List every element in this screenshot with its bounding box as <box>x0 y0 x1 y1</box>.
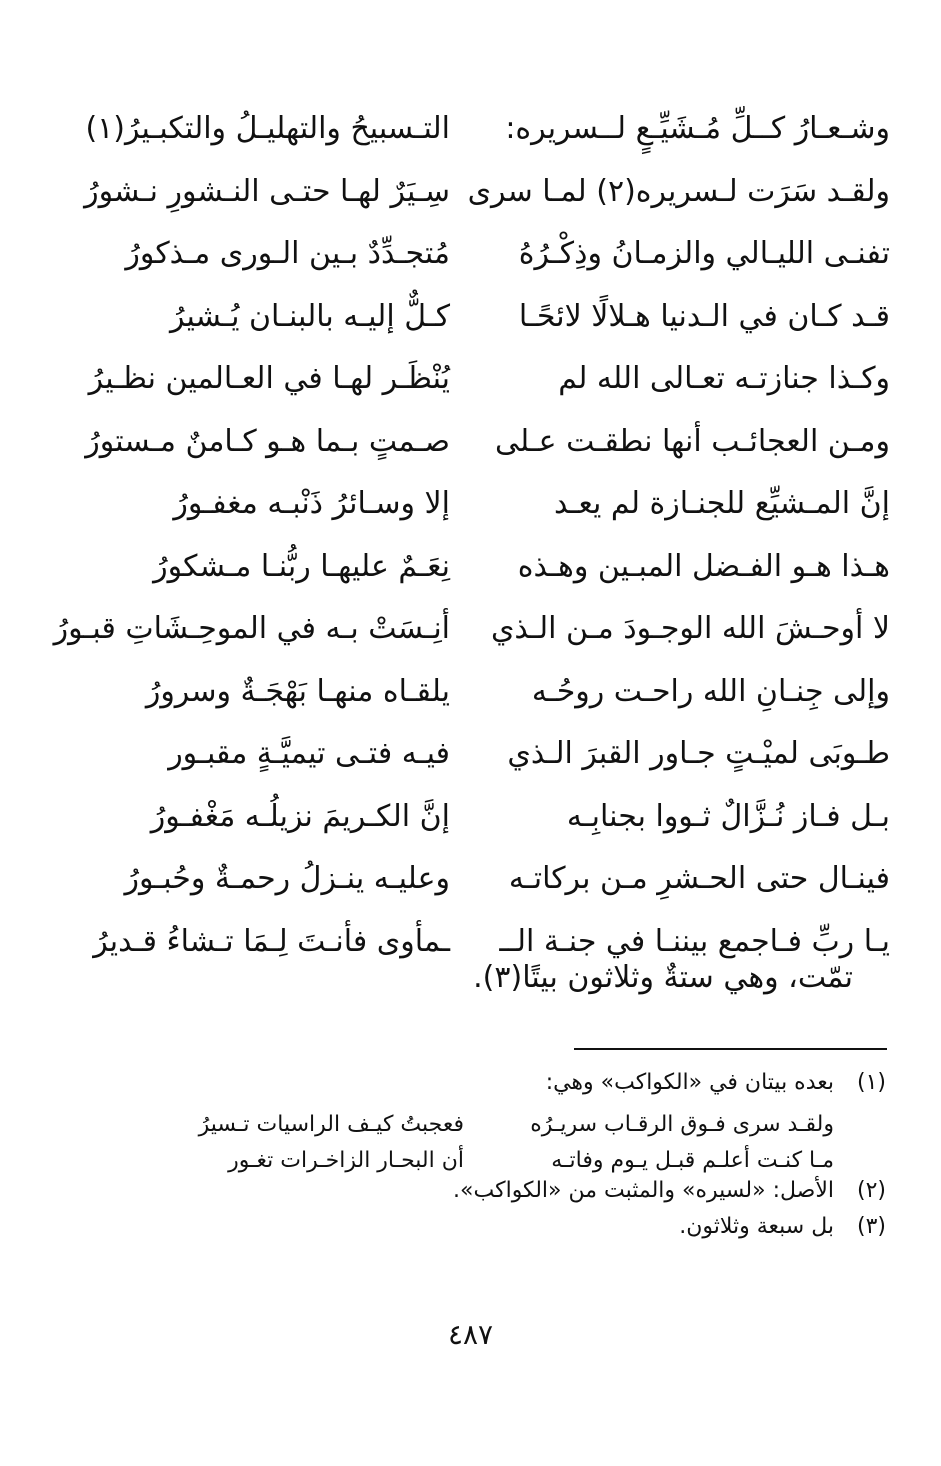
verse-first-hemistich: ولقـد سَرَت لـسريره(٢) لمـا سرى <box>467 173 890 209</box>
verse-first-hemistich: وإلى جِنـانِ الله راحـت روحُـه <box>531 673 890 709</box>
verse-first-hemistich: هـذا هـو الفـضل المبـين وهـذه <box>517 548 890 584</box>
footnote-number: (١) <box>856 1070 886 1095</box>
verse-row <box>70 723 890 786</box>
verse-second-hemistich: يلقـاه منهـا بَهْجَـةٌ وسرورُ <box>145 673 450 709</box>
verse-first-hemistich: يـا ربِّ فـاجمع بيننـا في جنـة الــ <box>499 923 890 959</box>
verse-row <box>70 286 890 349</box>
verse-first-hemistich: إنَّ المـشيِّع للجنـازة لم يعـد <box>554 486 890 522</box>
verse-second-hemistich: وعليـه ينـزلُ رحمـةٌ وحُبـورُ <box>124 861 450 897</box>
footnotes <box>86 1070 886 1250</box>
verse-row <box>70 161 890 224</box>
verse-second-hemistich: فيـه فتـى تيميَّـةٍ مقبـور <box>168 736 450 772</box>
verse-first-hemistich: فينـال حتى الحـشرِ مـن بركاتـه <box>508 861 890 897</box>
verse-second-hemistich: إنَّ الكـريمَ نزيلُـه مَغْفـورُ <box>150 798 450 834</box>
verse-row <box>70 786 890 849</box>
footnote-verse-first: مـا كنـت أعلـم قبـل يـوم وفاتـه <box>551 1147 834 1173</box>
verse-second-hemistich: نِعَـمٌ عليهـا ربُّنـا مـشكورُ <box>153 548 450 584</box>
verse-first-hemistich: لا أوحـشَ الله الوجـودَ مـن الـذي <box>490 611 890 647</box>
verse-second-hemistich: ـمأوى فأنـتَ لِـمَا تـشاءُ قـديرُ <box>93 923 450 959</box>
verse-row <box>70 411 890 474</box>
verse-second-hemistich: سِـيَرٌ لهـا حتـى النـشورِ نـشورُ <box>84 173 450 209</box>
verse-first-hemistich: قـد كـان في الـدنيا هـلالًا لائحًـا <box>518 298 890 334</box>
footnote-text: بل سبعة وثلاثون. <box>679 1214 834 1239</box>
footnote-2 <box>86 1178 886 1214</box>
verse-row <box>70 98 890 161</box>
verse-row <box>70 848 890 911</box>
footnote-verse <box>86 1106 886 1142</box>
verse-second-hemistich: مُتجـدِّدٌ بـين الـورى مـذكورُ <box>125 236 450 272</box>
footnote-number: (٢) <box>856 1178 886 1203</box>
footnote-text: بعده بيتان في «الكواكب» وهي: <box>545 1070 834 1095</box>
footnote-number: (٣) <box>856 1214 886 1239</box>
verse-first-hemistich: بـل فـاز نُـزَّالٌ ثـووا بجنابِـه <box>566 798 890 834</box>
footnote-separator <box>574 1048 887 1050</box>
verse-second-hemistich: يُنْظَـر لهـا في العـالمين نظـيرُ <box>88 361 450 397</box>
closing-note: تمّت، وهي ستةٌ وثلاثون بيتًا(٣). <box>473 960 853 995</box>
footnote-verse <box>86 1142 886 1178</box>
verse-row <box>70 223 890 286</box>
verse-second-hemistich: أنِـسَتْ بـه في الموحِـشَاتِ قبـورُ <box>53 611 450 647</box>
verse-row <box>70 536 890 599</box>
poem <box>53 98 890 973</box>
footnote-3 <box>86 1214 886 1250</box>
verse-second-hemistich: صـمتٍ بـما هـو كـامنٌ مـستورُ <box>85 423 450 459</box>
footnote-verse-second: فعجبتُ كيـف الراسيات تـسيرُ <box>198 1111 464 1137</box>
verse-second-hemistich: التـسبيحُ والتهليـلُ والتكبـيرُ(١) <box>85 111 450 147</box>
footnote-text: الأصل: «لسيره» والمثبت من «الكواكب». <box>453 1178 834 1203</box>
verse-first-hemistich: ومـن العجائـب أنها نطقـت عـلى <box>494 423 890 459</box>
verse-second-hemistich: كـلٌّ إليـه بالبنـان يُـشيرُ <box>169 298 450 334</box>
footnote-verse-second: أن البحـار الزاخـرات تغـور <box>228 1147 464 1173</box>
verse-first-hemistich: وكـذا جنازتـه تعـالى الله لم <box>558 361 890 397</box>
footnote-verse-first: ولقـد سرى فـوق الرقـاب سريـرُه <box>530 1111 834 1137</box>
verse-row <box>70 348 890 411</box>
verse-row <box>70 661 890 724</box>
verse-second-hemistich: إلا وسـائرُ ذَنْبـه مغفـورُ <box>173 486 450 522</box>
verse-row <box>70 473 890 536</box>
verse-first-hemistich: تفنـى الليـالي والزمـانُ وذِكْـرُهُ <box>518 236 890 272</box>
footnote-1 <box>86 1070 886 1106</box>
verse-first-hemistich: طـوبَى لميْـتٍ جـاور القبرَ الـذي <box>507 736 890 772</box>
verse-first-hemistich: وشـعـارُ كــلِّ مُـشَيِّـعٍ لــسريره: <box>505 111 890 147</box>
page-number: ٤٨٧ <box>447 1318 494 1351</box>
verse-row <box>53 598 890 661</box>
